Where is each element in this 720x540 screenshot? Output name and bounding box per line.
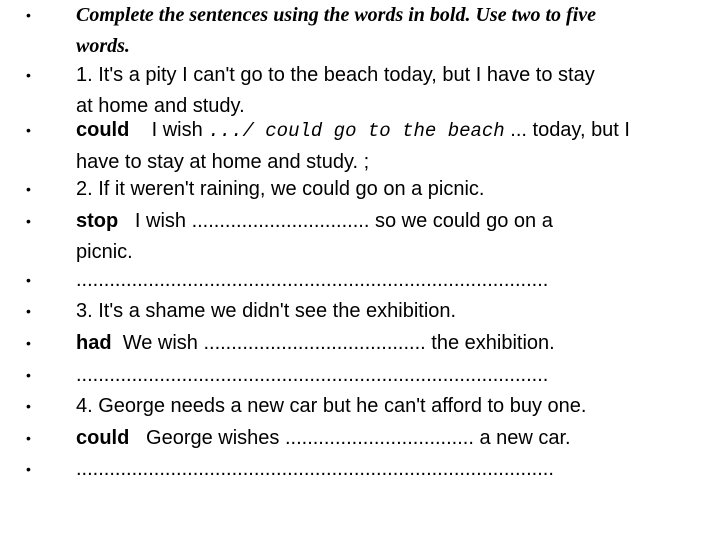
keyword-stop: stop (76, 210, 119, 232)
instruction-line-1: Complete the sentences using the words in bold. Use two to five (76, 4, 597, 26)
bullet-icon: • (26, 213, 31, 229)
bullet-icon: • (26, 398, 31, 414)
answer-1-prefix: I wish (151, 119, 203, 141)
answer-3-line (76, 328, 676, 359)
dotted-answer-line: ..................................................................................... (76, 364, 549, 386)
answer-4-line (76, 423, 676, 454)
bullet-icon: • (26, 67, 31, 83)
bullet-icon: • (26, 122, 31, 138)
answer-1-line-2: have to stay at home and study. ; (76, 151, 370, 173)
sentence-1-line-2: at home and study. (76, 95, 245, 117)
sentence-4-text: 4. George needs a new car but he can't afford to buy one. (76, 395, 587, 417)
bullet-icon: • (26, 7, 31, 23)
answer-2-line-2: picnic. (76, 241, 133, 263)
dotted-answer-line: ...................................................................................... (76, 458, 554, 480)
answer-2-line-1 (76, 206, 676, 237)
keyword-could: could (76, 427, 130, 449)
instruction-line-2: words. (76, 35, 130, 57)
answer-1-line-1 (76, 115, 676, 147)
bullet-icon: • (26, 335, 31, 351)
answer-1-suffix: ... today, but I (510, 119, 630, 141)
answer-3-text: We wish ........................................ the exhibition. (122, 332, 555, 354)
sentence-2-text: 2. If it weren't raining, we could go on a picnic. (76, 178, 485, 200)
bullet-icon: • (26, 367, 31, 383)
answer-1-filled-blank: .../ could go to the beach (208, 120, 505, 142)
bullet-icon: • (26, 430, 31, 446)
bullet-icon: • (26, 272, 31, 288)
keyword-could: could (76, 119, 130, 141)
answer-4-text: George wishes .................................. a new car. (146, 427, 571, 449)
dotted-answer-line: ..................................................................................... (76, 269, 549, 291)
bullet-icon: • (26, 303, 31, 319)
sentence-3-text: 3. It's a shame we didn't see the exhibition. (76, 300, 457, 322)
bullet-icon: • (26, 181, 31, 197)
keyword-had: had (76, 332, 112, 354)
sentence-1-line-1: 1. It's a pity I can't go to the beach today, but I have to stay (76, 64, 595, 86)
bullet-icon: • (26, 461, 31, 477)
answer-2-text: I wish ................................ so we could go on a (134, 210, 553, 232)
